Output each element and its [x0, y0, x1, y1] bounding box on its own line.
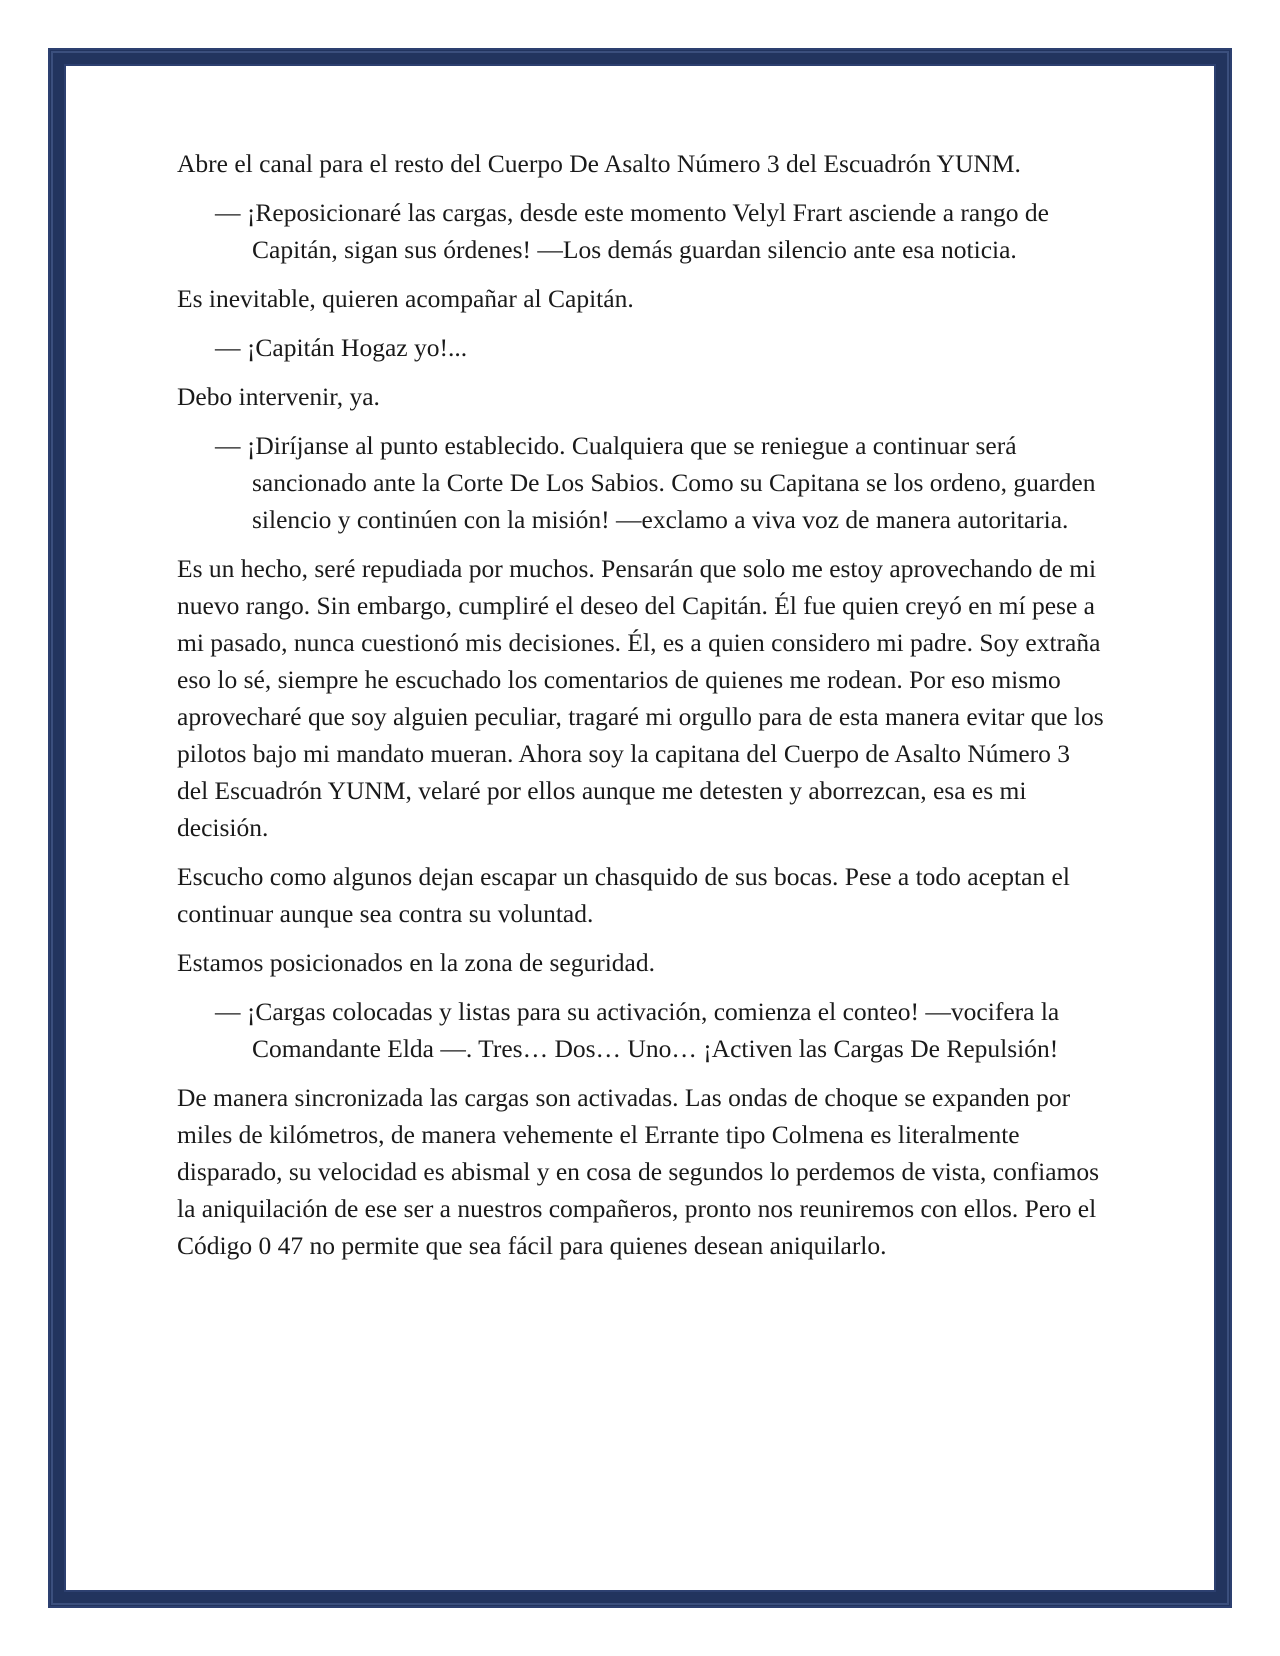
dialogue-line: — ¡Capitán Hogaz yo!... — [215, 333, 468, 362]
paragraph: Debo intervenir, ya. — [177, 382, 380, 411]
dialogue-line: — ¡Reposicionaré las cargas, desde este momento Velyl Frart asciende a rango de Capitán, sigan sus órdenes! —Los demás guardan silencio ante esa noticia. — [215, 198, 1049, 264]
paragraph: Abre el canal para el resto del Cuerpo De Asalto Número 3 del Escuadrón YUNM. — [177, 149, 1021, 178]
document-body — [177, 145, 1107, 1276]
paragraph: Es inevitable, quieren acompañar al Capitán. — [177, 284, 634, 313]
paragraph: Escucho como algunos dejan escapar un chasquido de sus bocas. Pese a todo aceptan el continuar aunque sea contra su voluntad. — [177, 862, 1070, 928]
paragraph: Es un hecho, seré repudiada por muchos. Pensarán que solo me estoy aprovechando de mi nuevo rango. Sin embargo, cumpliré el deseo del Capitán. Él fue quien creyó en mí pese a mi pasado, nunca cuestionó mis decisiones. Él, es a quien considero mi padre. Soy extraña eso lo sé, siempre he escuchado los comentarios de quienes me rodean. Por eso mismo aprovecharé que soy alguien peculiar, tragaré mi orgullo para de esta manera evitar que los pilotos bajo mi mandato mueran. Ahora soy la capitana del Cuerpo de Asalto Número 3 del Escuadrón YUNM, velaré por ellos aunque me detesten y aborrezcan, esa es mi decisión. — [177, 554, 1104, 842]
paragraph: De manera sincronizada las cargas son activadas. Las ondas de choque se expanden por miles de kilómetros, de manera vehemente el Errante tipo Colmena es literalmente disparado, su velocidad es abismal y en cosa de segundos lo perdemos de vista, confiamos la aniquilación de ese ser a nuestros compañeros, pronto nos reuniremos con ellos. Pero el Código 0 47 no permite que sea fácil para quienes desean aniquilarlo. — [177, 1083, 1100, 1260]
paragraph: Estamos posicionados en la zona de seguridad. — [177, 948, 656, 977]
dialogue-line: — ¡Diríjanse al punto establecido. Cualquiera que se reniegue a continuar será sancionado ante la Corte De Los Sabios. Como su Capitana se los ordeno, guarden silencio y continúen con la misión! —exclamo a viva voz de manera autoritaria. — [215, 431, 1096, 534]
dialogue-line: — ¡Cargas colocadas y listas para su activación, comienza el conteo! —vocifera la Comandante Elda —. Tres… Dos… Uno… ¡Activen las Cargas De Repulsión! — [215, 997, 1060, 1063]
